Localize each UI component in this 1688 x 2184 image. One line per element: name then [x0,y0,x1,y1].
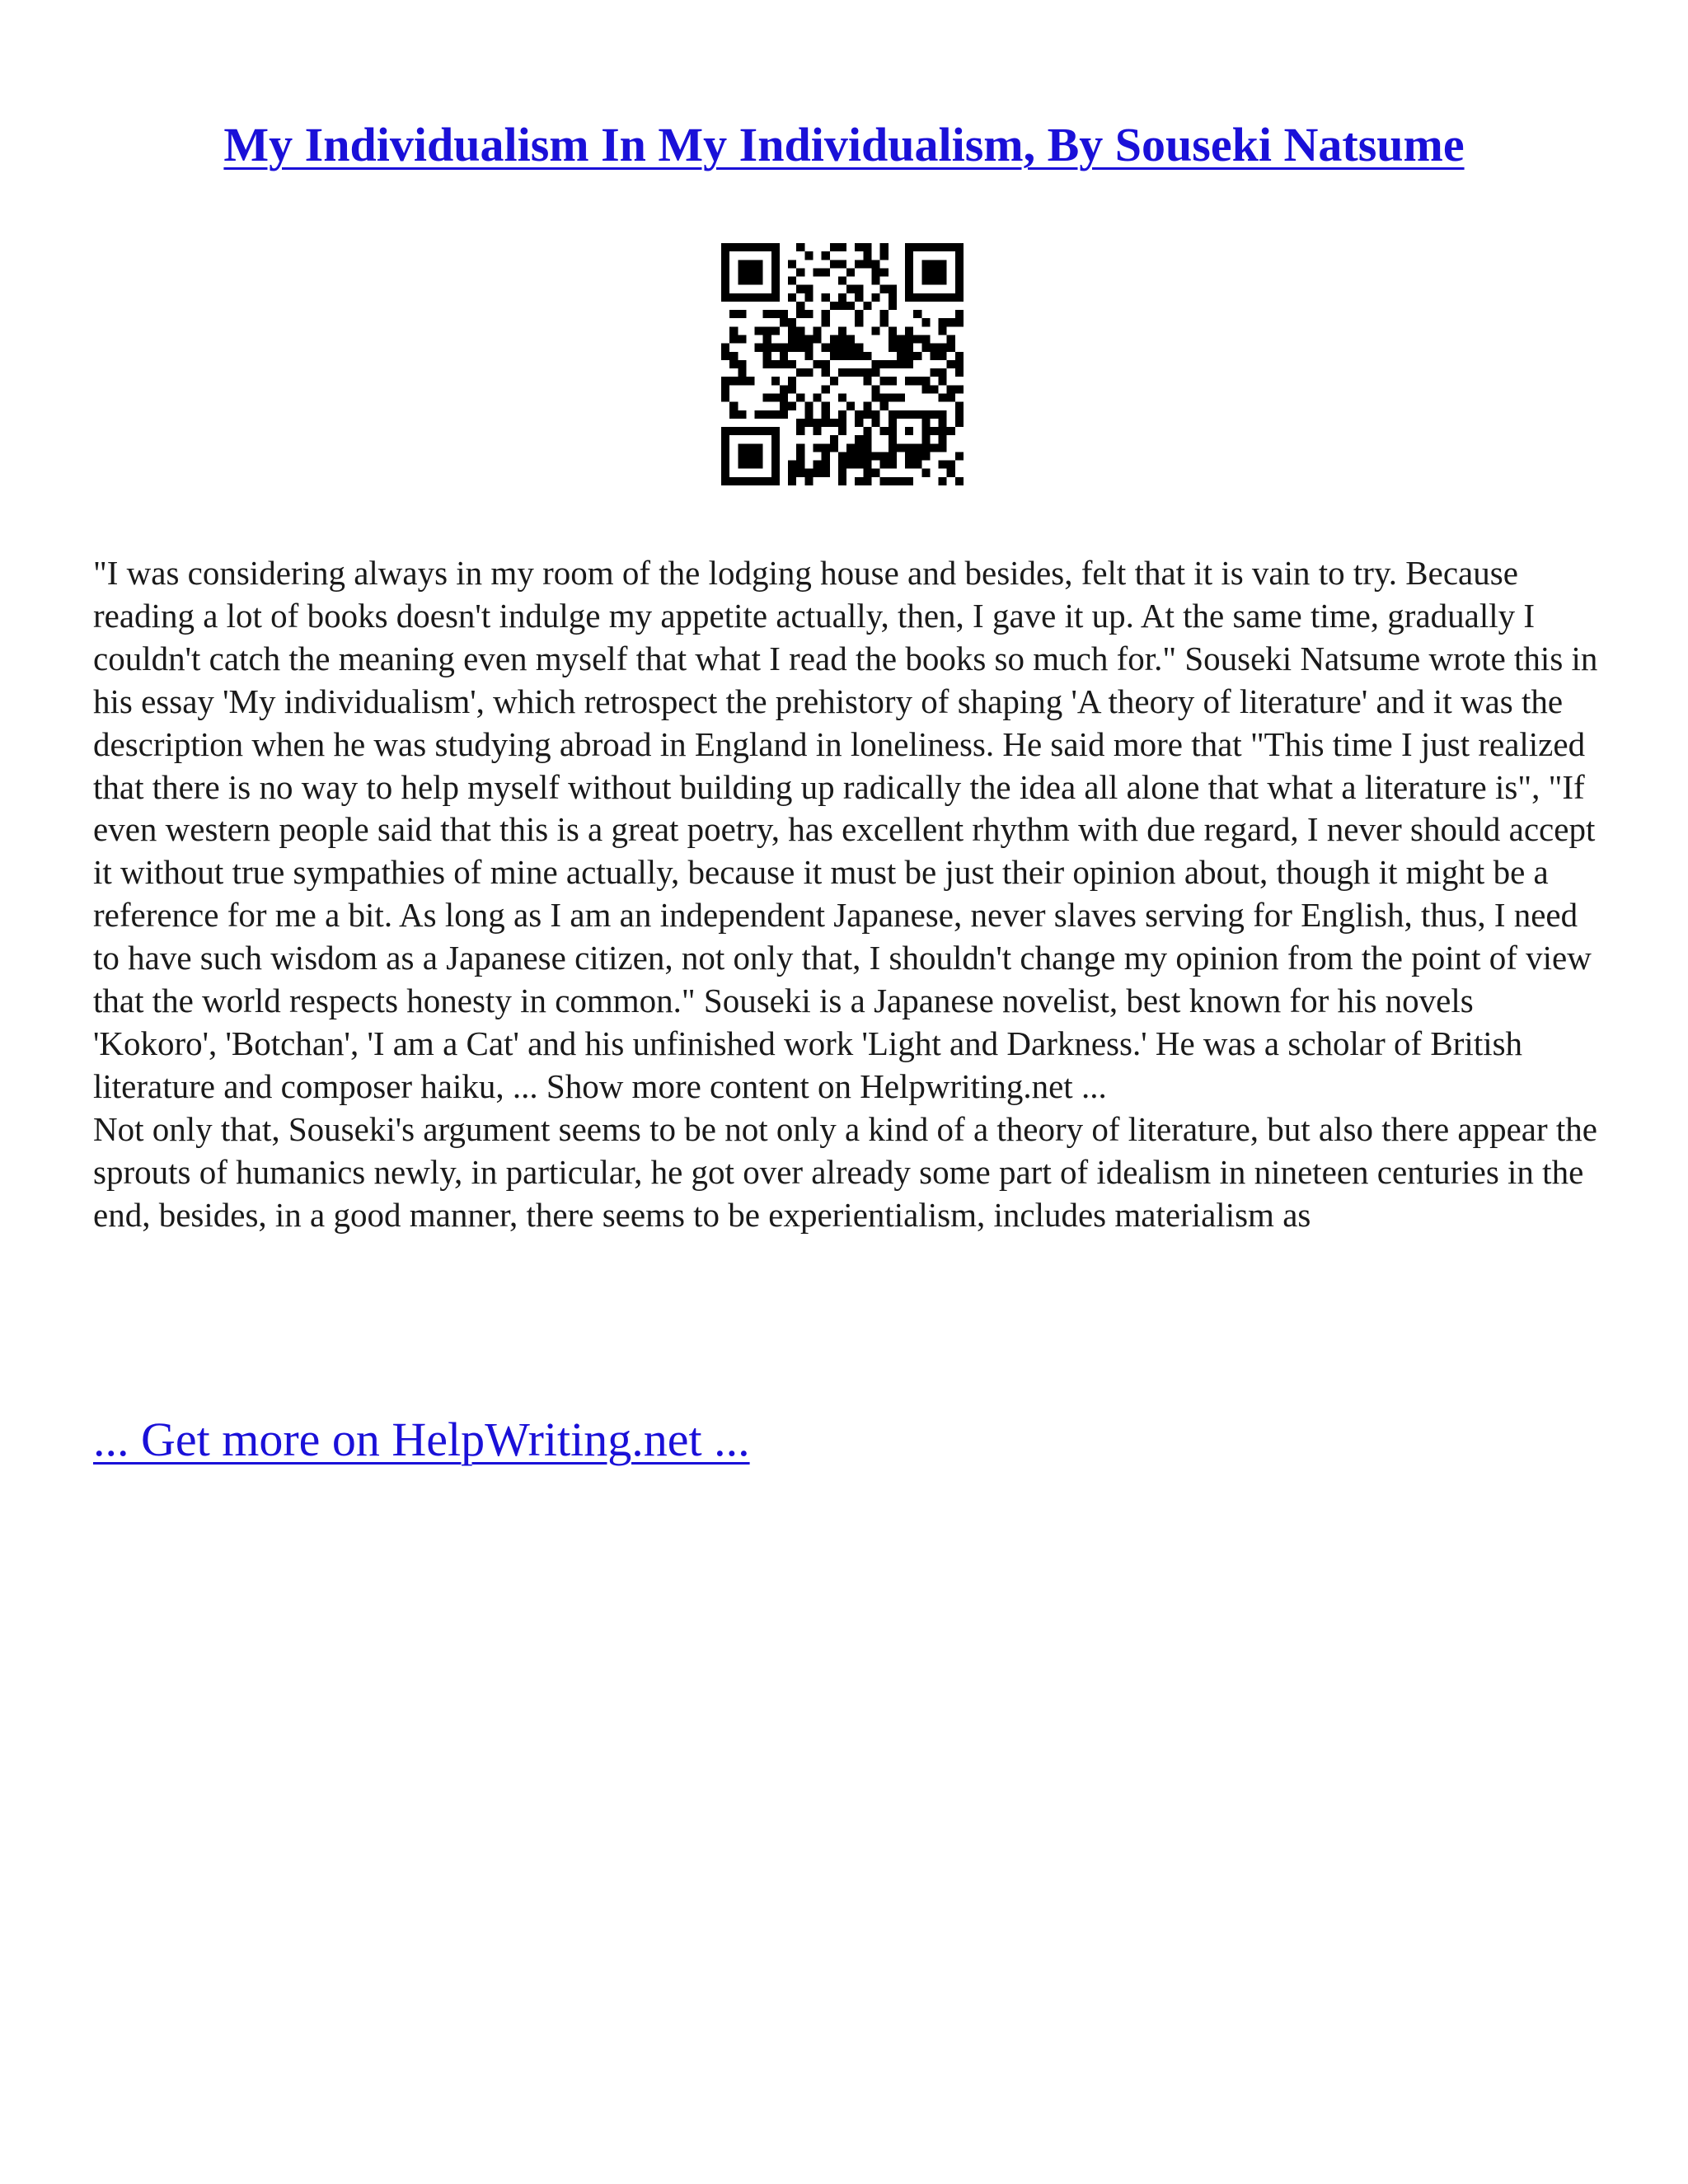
document-body [93,552,1601,1237]
title-link[interactable]: My Individualism In My Individualism, By Souseki Natsume [223,118,1465,171]
paragraph: "I was considering always in my room of the lodging house and besides, felt that it is vain to try. Because reading a lot of books doesn't indulge my appetite actually, then, I gave it up. At the same time, gradually I couldn't catch the meaning even myself that what I read the books so much for." Souseki Natsume wrote this in his essay 'My individualism', which retrospect the prehistory of shaping 'A theory of literature' and it was the description when he was studying abroad in England in loneliness. He said more that "This time I just realized that there is no way to help myself without building up radically the idea all alone that what a literature is", "If even western people said that this is a great poetry, has excellent rhythm with due regard, I never should accept it without true sympathies of mine actually, because it must be just their opinion about, though it might be a reference for me a bit. As long as I am an independent Japanese, never slaves serving for English, thus, I need to have such wisdom as a Japanese citizen, not only that, I shouldn't change my opinion from the point of view that the world respects honesty in common." Souseki is a Japanese novelist, best known for his novels 'Kokoro', 'Botchan', 'I am a Cat' and his unfinished work 'Light and Darkness.' He was a scholar of British literature and composer haiku, ... Show more content on Helpwriting.net ... [93,554,1598,1105]
paragraph: Not only that, Souseki's argument seems to be not only a kind of a theory of literature, but also there appear the sprouts of humanics newly, in particular, he got over already some part of idealism in nineteen centuries in the end, besides, in a good manner, there seems to be experientialism, includes materialism as [93,1109,1597,1234]
qr-code-icon [721,243,964,485]
get-more-link[interactable]: ... Get more on HelpWriting.net ... [93,1413,750,1466]
get-more-link-container [93,1411,750,1469]
document-title [0,114,1688,176]
